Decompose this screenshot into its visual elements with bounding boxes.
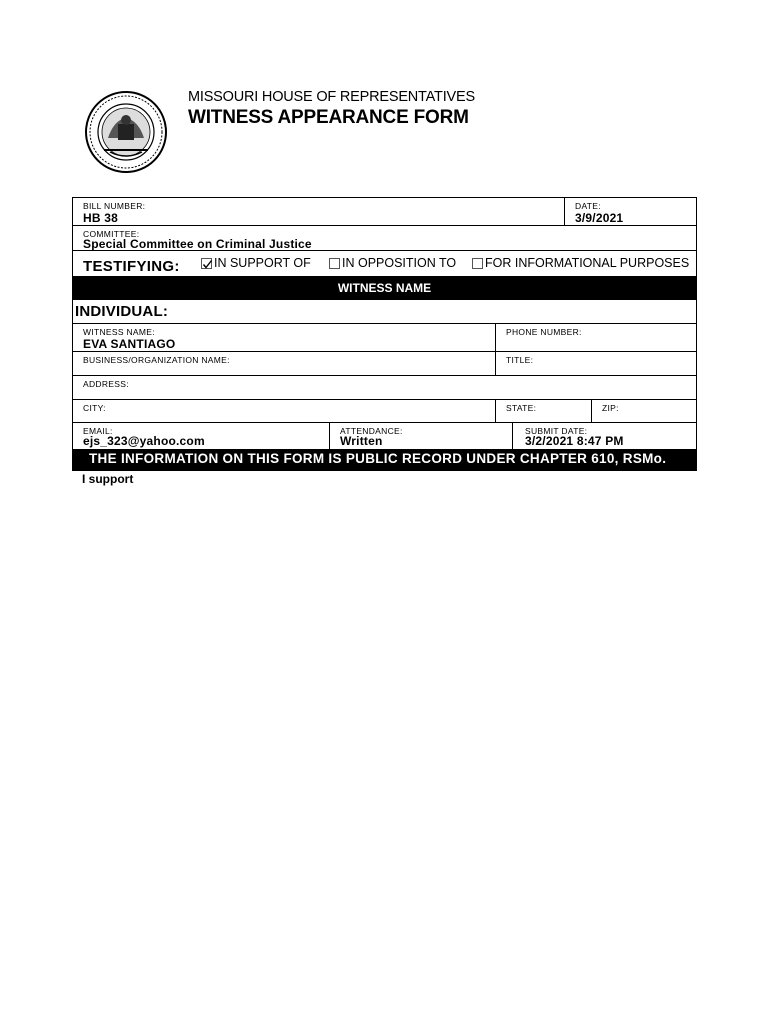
- city-field[interactable]: [73, 400, 496, 422]
- city-row: [73, 400, 696, 423]
- committee-field[interactable]: [73, 226, 696, 250]
- date-value: 3/9/2021: [575, 211, 624, 225]
- attendance-field[interactable]: [330, 423, 513, 449]
- email-field[interactable]: [73, 423, 330, 449]
- business-field[interactable]: [73, 352, 496, 375]
- testifying-label: TESTIFYING:: [83, 258, 180, 275]
- committee-value: Special Committee on Criminal Justice: [83, 237, 312, 251]
- individual-row: [73, 300, 696, 324]
- option-in-opposition-label: IN OPPOSITION TO: [342, 256, 457, 270]
- witness-name-label: WITNESS NAME:: [83, 327, 155, 337]
- state-label: STATE:: [506, 403, 537, 413]
- title-field[interactable]: [496, 352, 696, 375]
- title-label: TITLE:: [506, 355, 534, 365]
- submit-date-field[interactable]: [513, 423, 696, 449]
- date-field[interactable]: [565, 198, 696, 225]
- option-informational-label: FOR INFORMATIONAL PURPOSES: [485, 256, 690, 270]
- address-label: ADDRESS:: [83, 379, 129, 389]
- organization-name: MISSOURI HOUSE OF REPRESENTATIVES: [188, 89, 475, 105]
- email-row: [73, 423, 696, 449]
- email-label: EMAIL:: [83, 426, 113, 436]
- address-field[interactable]: [73, 376, 696, 399]
- attendance-label: ATTENDANCE:: [340, 426, 403, 436]
- email-value: ejs_323@yahoo.com: [83, 434, 205, 448]
- submit-date-label: SUBMIT DATE:: [525, 426, 588, 436]
- option-in-support-label: IN SUPPORT OF: [214, 256, 311, 270]
- witness-name-field[interactable]: [73, 324, 496, 351]
- city-label: CITY:: [83, 403, 106, 413]
- testifying-row: [73, 251, 696, 276]
- checkbox-icon[interactable]: [329, 258, 340, 269]
- witness-comment: I support: [82, 472, 134, 486]
- committee-row: [73, 226, 696, 251]
- checkbox-icon[interactable]: [472, 258, 483, 269]
- bill-row: [73, 198, 696, 226]
- state-seal-icon: [84, 90, 168, 174]
- submit-date-value: 3/2/2021 8:47 PM: [525, 434, 624, 448]
- individual-label: INDIVIDUAL:: [75, 303, 169, 320]
- phone-label: PHONE NUMBER:: [506, 327, 582, 337]
- zip-field[interactable]: [592, 400, 696, 422]
- business-row: [73, 352, 696, 376]
- state-field[interactable]: [496, 400, 592, 422]
- business-label: BUSINESS/ORGANIZATION NAME:: [83, 355, 230, 365]
- bill-number-label: BILL NUMBER:: [83, 201, 146, 211]
- committee-label: COMMITTEE:: [83, 229, 140, 239]
- bill-number-field[interactable]: [73, 198, 565, 225]
- witness-name-bar: WITNESS NAME: [73, 276, 696, 300]
- date-label: DATE:: [575, 201, 601, 211]
- witness-form: [72, 197, 697, 471]
- option-informational[interactable]: [472, 256, 689, 270]
- option-in-support[interactable]: [201, 256, 311, 270]
- witness-name-value: EVA SANTIAGO: [83, 337, 176, 351]
- phone-field[interactable]: [496, 324, 696, 351]
- zip-label: ZIP:: [602, 403, 619, 413]
- witness-name-row: [73, 324, 696, 352]
- form-title: WITNESS APPEARANCE FORM: [188, 107, 469, 128]
- bill-number-value: HB 38: [83, 211, 119, 225]
- public-record-notice: THE INFORMATION ON THIS FORM IS PUBLIC RECORD UNDER CHAPTER 610, RSMo.: [73, 449, 696, 471]
- checkbox-checked-icon[interactable]: [201, 258, 212, 269]
- attendance-value: Written: [340, 434, 383, 448]
- option-in-opposition[interactable]: [329, 256, 456, 270]
- address-row: [73, 376, 696, 400]
